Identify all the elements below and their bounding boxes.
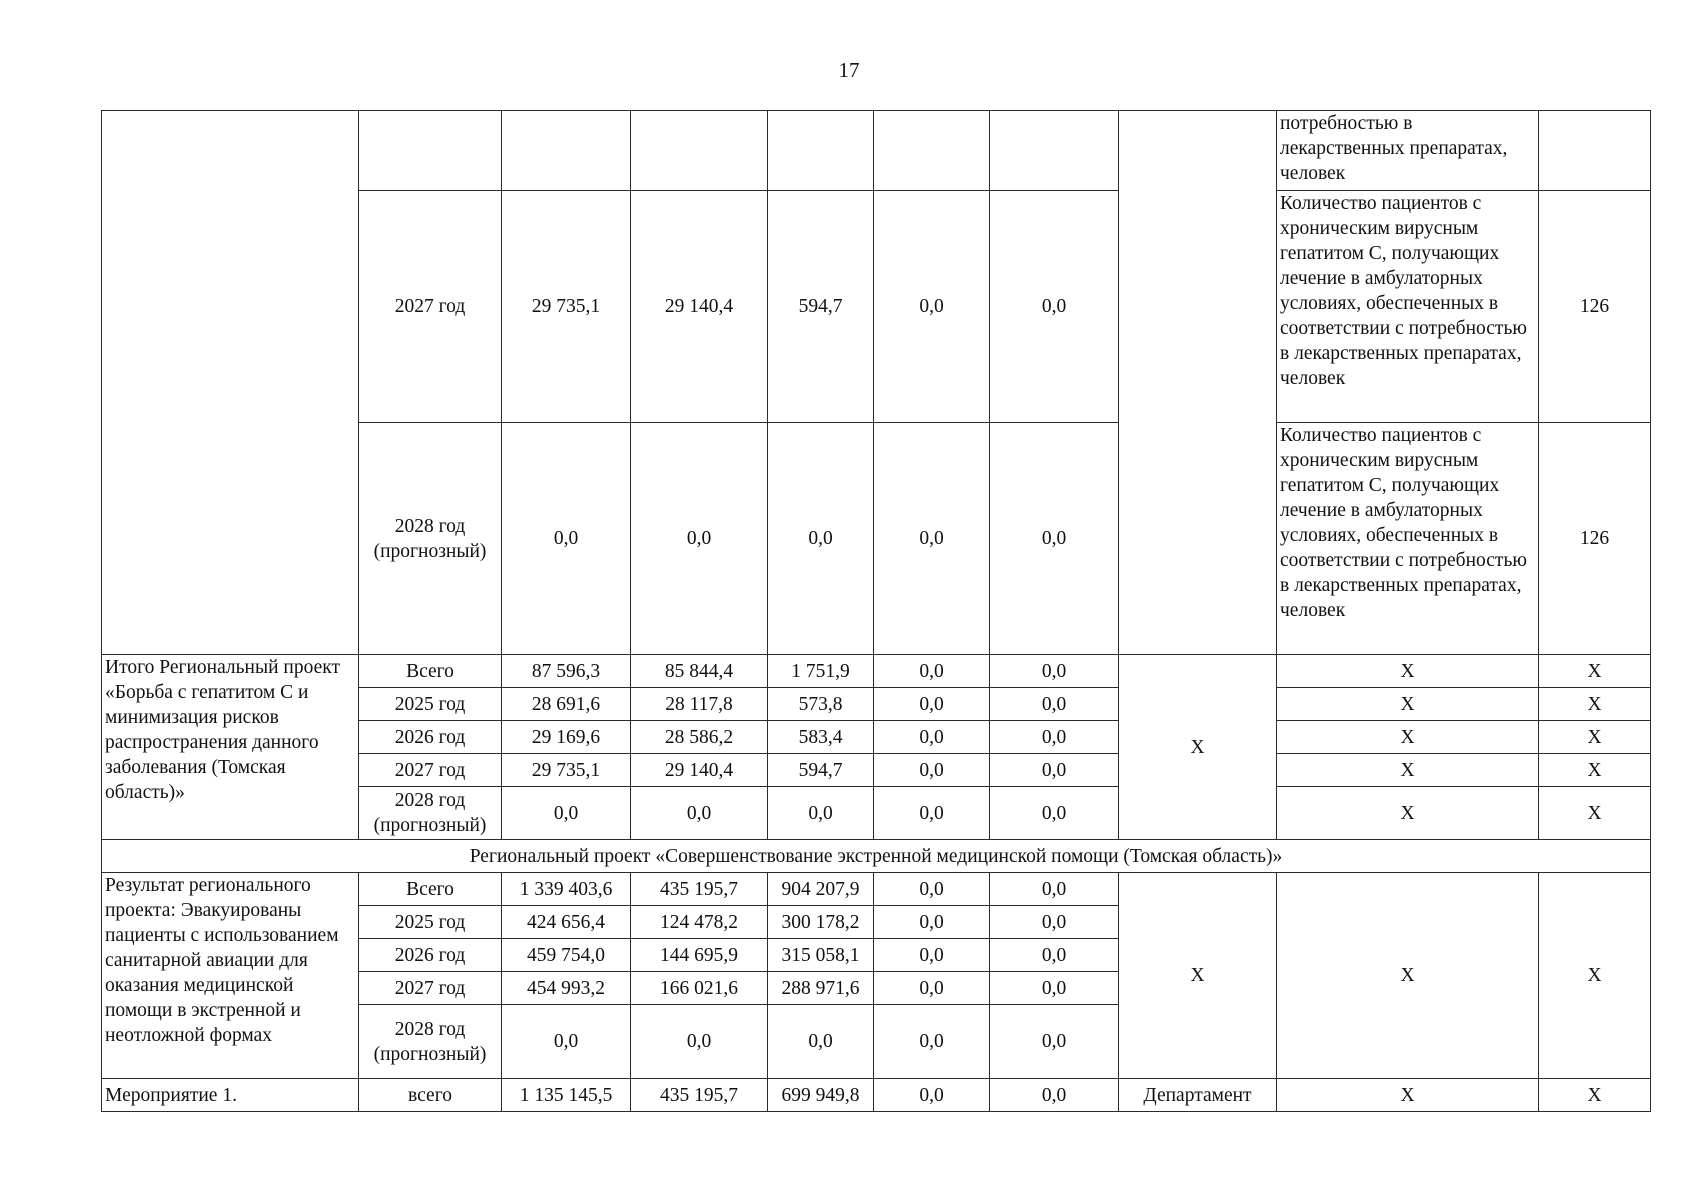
value-cross-cell: X bbox=[1539, 1079, 1651, 1112]
table-row bbox=[102, 873, 1651, 906]
regional-budget-cell: 0,0 bbox=[768, 1005, 874, 1079]
empty-label-cell bbox=[102, 111, 359, 655]
indicator-cross-cell: X bbox=[1277, 873, 1539, 1079]
period-cell: 2027 год bbox=[359, 754, 502, 787]
local-budget-cell: 0,0 bbox=[874, 688, 990, 721]
total-cell: 29 169,6 bbox=[502, 721, 631, 754]
period-cell: 2025 год bbox=[359, 688, 502, 721]
regional-budget-cell: 0,0 bbox=[768, 423, 874, 655]
period-cell: 2026 год bbox=[359, 721, 502, 754]
local-budget-cell: 0,0 bbox=[874, 191, 990, 423]
total-cell: 424 656,4 bbox=[502, 906, 631, 939]
other-sources-cell: 0,0 bbox=[990, 191, 1119, 423]
total-cell: 29 735,1 bbox=[502, 754, 631, 787]
federal-budget-cell: 85 844,4 bbox=[631, 655, 768, 688]
federal-budget-cell: 28 117,8 bbox=[631, 688, 768, 721]
empty-cell bbox=[768, 111, 874, 191]
period-cell: 2028 год (прогнозный) bbox=[359, 423, 502, 655]
regional-budget-cell: 594,7 bbox=[768, 191, 874, 423]
total-cell: 0,0 bbox=[502, 787, 631, 840]
indicator-name-cell: потребностью в лекарственных препаратах, человек bbox=[1277, 111, 1539, 191]
period-cell: 2028 год (прогнозный) bbox=[359, 787, 502, 840]
period-cell: 2025 год bbox=[359, 906, 502, 939]
empty-cell bbox=[1539, 111, 1651, 191]
project-total-label: Итого Региональный проект «Борьба с гепатитом С и минимизация рисков распространения данного заболевания (Томская область)» bbox=[102, 655, 359, 840]
local-budget-cell: 0,0 bbox=[874, 787, 990, 840]
empty-executor-cell bbox=[1119, 111, 1277, 655]
total-cell: 1 135 145,5 bbox=[502, 1079, 631, 1112]
regional-budget-cell: 288 971,6 bbox=[768, 972, 874, 1005]
period-cell: 2026 год bbox=[359, 939, 502, 972]
value-cross-cell: X bbox=[1539, 787, 1651, 840]
other-sources-cell: 0,0 bbox=[990, 1079, 1119, 1112]
indicator-cross-cell: X bbox=[1277, 721, 1539, 754]
table-row bbox=[102, 111, 1651, 191]
period-cell: 2027 год bbox=[359, 972, 502, 1005]
value-cross-cell: X bbox=[1539, 721, 1651, 754]
budget-table bbox=[101, 110, 1651, 1112]
executor-cross-cell: X bbox=[1119, 655, 1277, 840]
indicator-name-cell: Количество пациентов с хроническим вирусным гепатитом С, получающих лечение в амбулаторных условиях, обеспеченных в соответствии с потребностью в лекарственных препаратах, человек bbox=[1277, 423, 1539, 655]
local-budget-cell: 0,0 bbox=[874, 939, 990, 972]
regional-budget-cell: 315 058,1 bbox=[768, 939, 874, 972]
regional-budget-cell: 699 949,8 bbox=[768, 1079, 874, 1112]
regional-budget-cell: 1 751,9 bbox=[768, 655, 874, 688]
local-budget-cell: 0,0 bbox=[874, 754, 990, 787]
local-budget-cell: 0,0 bbox=[874, 655, 990, 688]
table-row bbox=[102, 840, 1651, 873]
empty-cell bbox=[502, 111, 631, 191]
federal-budget-cell: 0,0 bbox=[631, 1005, 768, 1079]
executor-cell: Департамент bbox=[1119, 1079, 1277, 1112]
total-cell: 0,0 bbox=[502, 423, 631, 655]
federal-budget-cell: 144 695,9 bbox=[631, 939, 768, 972]
total-cell: 28 691,6 bbox=[502, 688, 631, 721]
value-cross-cell: X bbox=[1539, 873, 1651, 1079]
indicator-cross-cell: X bbox=[1277, 1079, 1539, 1112]
total-cell: 1 339 403,6 bbox=[502, 873, 631, 906]
measure-label: Мероприятие 1. bbox=[102, 1079, 359, 1112]
table-row bbox=[102, 655, 1651, 688]
regional-budget-cell: 594,7 bbox=[768, 754, 874, 787]
section-heading: Региональный проект «Совершенствование экстренной медицинской помощи (Томская область)» bbox=[102, 840, 1651, 873]
indicator-cross-cell: X bbox=[1277, 754, 1539, 787]
value-cross-cell: X bbox=[1539, 754, 1651, 787]
federal-budget-cell: 0,0 bbox=[631, 787, 768, 840]
other-sources-cell: 0,0 bbox=[990, 721, 1119, 754]
period-cell: Всего bbox=[359, 655, 502, 688]
other-sources-cell: 0,0 bbox=[990, 754, 1119, 787]
local-budget-cell: 0,0 bbox=[874, 1005, 990, 1079]
federal-budget-cell: 124 478,2 bbox=[631, 906, 768, 939]
other-sources-cell: 0,0 bbox=[990, 873, 1119, 906]
local-budget-cell: 0,0 bbox=[874, 873, 990, 906]
other-sources-cell: 0,0 bbox=[990, 688, 1119, 721]
empty-cell bbox=[631, 111, 768, 191]
federal-budget-cell: 29 140,4 bbox=[631, 191, 768, 423]
federal-budget-cell: 435 195,7 bbox=[631, 873, 768, 906]
other-sources-cell: 0,0 bbox=[990, 972, 1119, 1005]
regional-budget-cell: 904 207,9 bbox=[768, 873, 874, 906]
regional-budget-cell: 300 178,2 bbox=[768, 906, 874, 939]
local-budget-cell: 0,0 bbox=[874, 1079, 990, 1112]
indicator-value-cell: 126 bbox=[1539, 191, 1651, 423]
indicator-name-cell: Количество пациентов с хроническим вирусным гепатитом С, получающих лечение в амбулаторных условиях, обеспеченных в соответствии с потребностью в лекарственных препаратах, человек bbox=[1277, 191, 1539, 423]
executor-cross-cell: X bbox=[1119, 873, 1277, 1079]
indicator-cross-cell: X bbox=[1277, 787, 1539, 840]
indicator-value-cell: 126 bbox=[1539, 423, 1651, 655]
period-cell: 2028 год (прогнозный) bbox=[359, 1005, 502, 1079]
total-cell: 29 735,1 bbox=[502, 191, 631, 423]
total-cell: 454 993,2 bbox=[502, 972, 631, 1005]
local-budget-cell: 0,0 bbox=[874, 721, 990, 754]
federal-budget-cell: 435 195,7 bbox=[631, 1079, 768, 1112]
federal-budget-cell: 166 021,6 bbox=[631, 972, 768, 1005]
local-budget-cell: 0,0 bbox=[874, 423, 990, 655]
page-number: 17 bbox=[838, 58, 860, 82]
other-sources-cell: 0,0 bbox=[990, 1005, 1119, 1079]
other-sources-cell: 0,0 bbox=[990, 787, 1119, 840]
indicator-cross-cell: X bbox=[1277, 688, 1539, 721]
total-cell: 0,0 bbox=[502, 1005, 631, 1079]
other-sources-cell: 0,0 bbox=[990, 655, 1119, 688]
project-result-label: Результат регионального проекта: Эвакуированы пациенты с использованием санитарной авиации для оказания медицинской помощи в экстренной и неотложной формах bbox=[102, 873, 359, 1079]
value-cross-cell: X bbox=[1539, 688, 1651, 721]
local-budget-cell: 0,0 bbox=[874, 906, 990, 939]
value-cross-cell: X bbox=[1539, 655, 1651, 688]
period-cell: Всего bbox=[359, 873, 502, 906]
other-sources-cell: 0,0 bbox=[990, 423, 1119, 655]
local-budget-cell: 0,0 bbox=[874, 972, 990, 1005]
period-cell: всего bbox=[359, 1079, 502, 1112]
empty-cell bbox=[874, 111, 990, 191]
empty-cell bbox=[990, 111, 1119, 191]
indicator-cross-cell: X bbox=[1277, 655, 1539, 688]
federal-budget-cell: 0,0 bbox=[631, 423, 768, 655]
total-cell: 87 596,3 bbox=[502, 655, 631, 688]
federal-budget-cell: 28 586,2 bbox=[631, 721, 768, 754]
federal-budget-cell: 29 140,4 bbox=[631, 754, 768, 787]
table-row bbox=[102, 1079, 1651, 1112]
regional-budget-cell: 583,4 bbox=[768, 721, 874, 754]
other-sources-cell: 0,0 bbox=[990, 939, 1119, 972]
other-sources-cell: 0,0 bbox=[990, 906, 1119, 939]
regional-budget-cell: 573,8 bbox=[768, 688, 874, 721]
regional-budget-cell: 0,0 bbox=[768, 787, 874, 840]
period-cell: 2027 год bbox=[359, 191, 502, 423]
empty-cell bbox=[359, 111, 502, 191]
total-cell: 459 754,0 bbox=[502, 939, 631, 972]
